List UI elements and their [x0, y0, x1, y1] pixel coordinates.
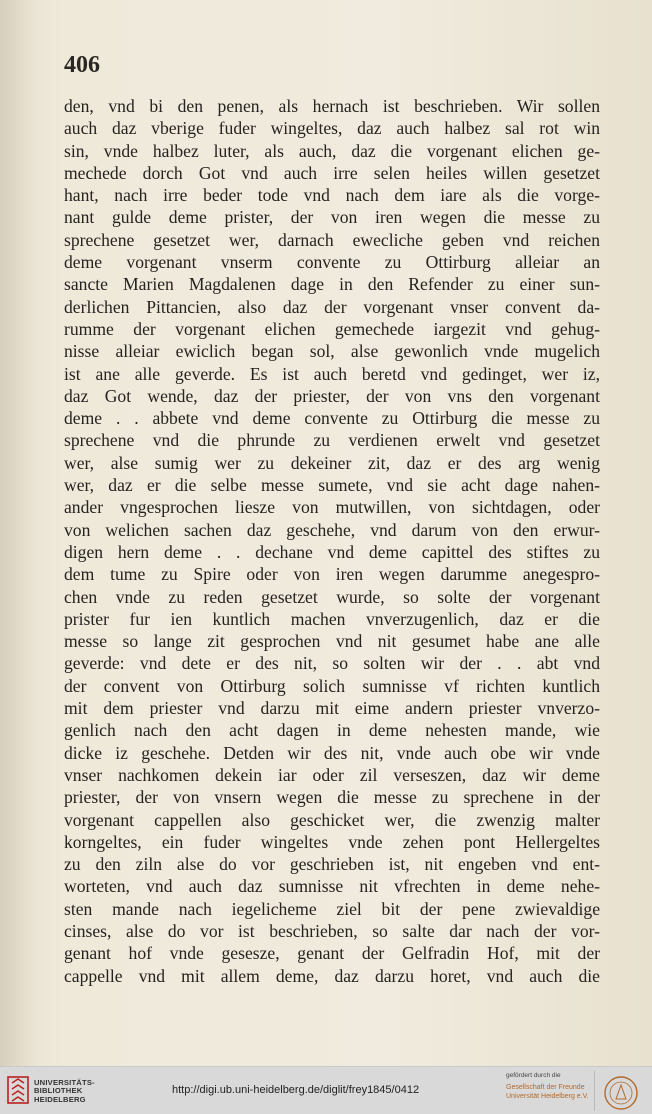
text-line: genant hof vnde gesesze, genant der Gelfradin Hof, mit der	[64, 943, 600, 964]
text-line: daz Got wende, daz der priester, der von vns den vorgenant	[64, 385, 600, 406]
text-line: den, vnd bi den penen, als hernach ist beschrieben. Wir sollen	[64, 96, 600, 116]
text-line: nisse alleiar ewiclich began sol, alse gewonlich vnde mugelich	[64, 341, 600, 362]
source-url-link[interactable]: http://digi.ub.uni-heidelberg.de/diglit/frey1845/0412	[172, 1084, 420, 1096]
text-line: worteten, vnd auch daz sumnisse nit vfrechten in deme nehe-	[64, 876, 600, 897]
society-name-line: Gesellschaft der Freunde	[506, 1084, 585, 1091]
text-line: der convent von Ottirburg solich sumnisse vf richten kuntlich	[64, 675, 600, 696]
library-logo-icon	[6, 1075, 30, 1105]
text-line: priester, der von vnsern wegen die messe zu sprechene in der	[64, 787, 600, 808]
society-name	[506, 1084, 589, 1101]
text-line: korngeltes, ein fuder wingeltes vnde zehen pont Hellergeltes	[64, 831, 600, 852]
footer-bar	[0, 1066, 652, 1114]
text-line: sprechene gesetzet wer, darnach ewecliche geben vnd reichen	[64, 229, 600, 250]
text-line: messe so lange zit gesprochen vnd nit gesumet habe ane alle	[64, 631, 600, 652]
text-line: hant, nach irre beder tode vnd nach dem iare als die vorge-	[64, 185, 600, 206]
text-line: sancte Marien Magdalenen dage in den Refender zu einer sun-	[64, 274, 600, 295]
university-seal-icon	[603, 1075, 639, 1111]
funded-by-text: gefördert durch die	[506, 1072, 561, 1079]
page-number: 406	[64, 52, 100, 78]
text-line: sten mande nach iegelicheme ziel bit der pene zwievaldige	[64, 898, 600, 919]
text-line: ander vngesprochen liesze von mutwillen, von sichtdagen, oder	[64, 497, 600, 518]
text-line: nant gulde deme prister, der von iren wegen die messe zu	[64, 207, 600, 228]
body-text	[64, 95, 600, 987]
text-line: von welichen sachen daz geschehe, vnd darum von den erwur-	[64, 519, 600, 540]
text-line: cinses, alse do vor ist beschrieben, so salte dar nach der vor-	[64, 920, 600, 941]
library-name-line: HEIDELBERG	[34, 1094, 86, 1104]
text-line: zu den ziln alse do vor geschrieben ist, nit engeben vnd ent-	[64, 854, 600, 875]
text-line: vorgenant cappellen also geschicket wer, die zwenzig malter	[64, 809, 600, 830]
text-line: vnser nachkomen dekein iar oder zil verseszen, daz wir deme	[64, 764, 600, 785]
library-name-line: BIBLIOTHEK	[34, 1086, 83, 1096]
text-line: cappelle vnd mit allem deme, daz darzu horet, vnd auch die	[64, 965, 600, 986]
text-line: wer, alse sumig wer zu dekeiner zit, daz er des arg wenig	[64, 452, 600, 473]
text-line: digen hern deme . . dechane vnd deme capittel des stiftes zu	[64, 541, 600, 562]
library-name	[34, 1079, 95, 1104]
text-line: chen vnde zu reden gesetzet wurde, so solte der vorgenant	[64, 586, 600, 607]
library-name-line: UNIVERSITÄTS-	[34, 1078, 95, 1087]
text-line: sin, vnde halbez luter, als auch, daz die vorgenant elichen ge-	[64, 140, 600, 161]
text-line: geverde: vnd dete er des nit, so solten wir der . . abt vnd	[64, 653, 600, 674]
text-line: rumme der vorgenant elichen gemechede iargezit vnd gehug-	[64, 318, 600, 339]
footer-divider	[594, 1071, 595, 1111]
text-line: deme . . abbete vnd deme convente zu Ottirburg die messe zu	[64, 408, 600, 429]
text-line: mechede dorch Got vnd auch irre selen heiles willen gesetzet	[64, 162, 600, 183]
page-gutter-shadow	[0, 0, 38, 1066]
text-line: ist ane alle geverde. Es ist auch beretd vnd gedinget, wer iz,	[64, 363, 600, 384]
text-line: dem tume zu Spire oder von iren wegen darumme anegespro-	[64, 564, 600, 585]
text-line: derlichen Pittancien, also daz der vorgenant vnser convent da-	[64, 296, 600, 317]
text-line: auch daz vberige fuder wingeltes, daz auch halbez sal rot win	[64, 118, 600, 139]
text-line: wer, daz er die selbe messe sumete, vnd sie acht dage nahen-	[64, 475, 600, 496]
text-line: prister fur ien kuntlich machen vnverzugenlich, daz er die	[64, 608, 600, 629]
text-line: dicke iz geschehe. Detden wir des nit, vnde auch obe wir vnde	[64, 742, 600, 763]
society-name-line: Universität Heidelberg e.V.	[506, 1092, 589, 1100]
text-line: genlich nach den acht dagen in deme nehesten mande, wie	[64, 720, 600, 741]
text-line: sprechene vnd die phrunde zu verdienen erwelt vnd gesetzet	[64, 430, 600, 451]
text-line: deme vorgenant vnserm convente zu Ottirburg alleiar an	[64, 252, 600, 273]
text-line: mit dem priester vnd darzu mit eime andern priester vnverzo-	[64, 698, 600, 719]
